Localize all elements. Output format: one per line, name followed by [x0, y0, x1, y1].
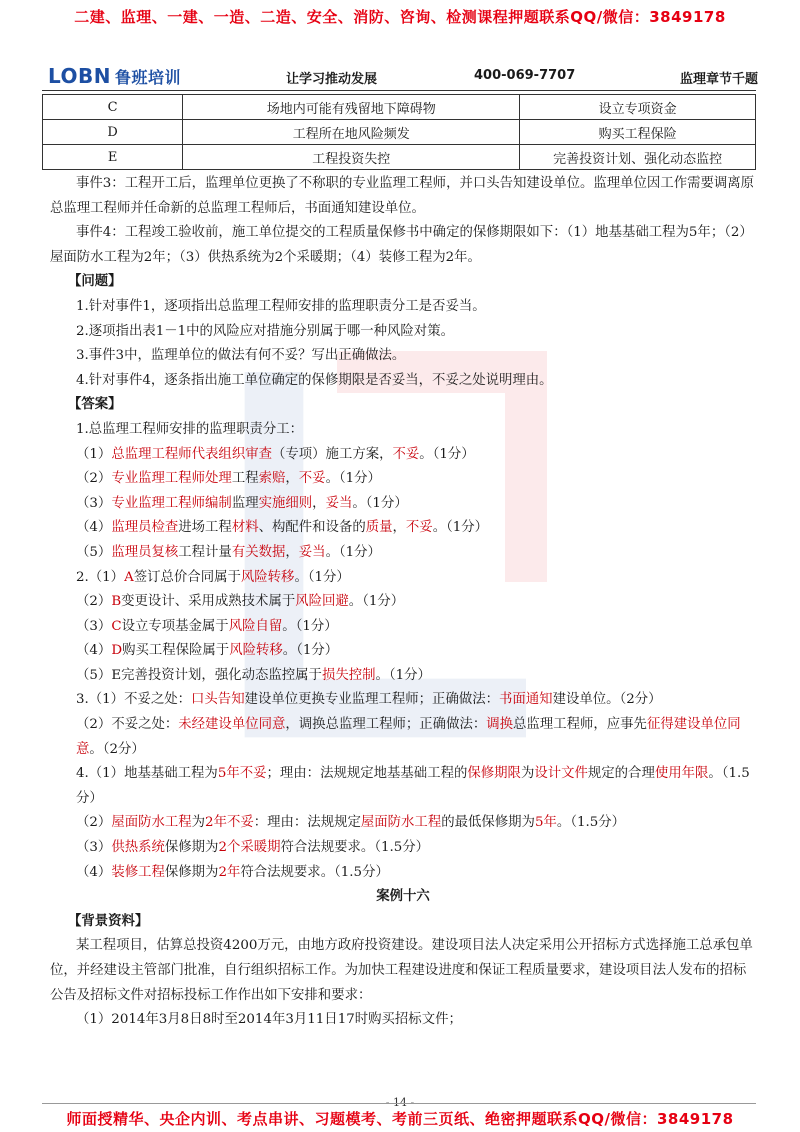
answer-text: 符合法规要求。（1.5分）	[280, 840, 430, 856]
key-term: A	[124, 569, 134, 585]
answer-text: ，	[312, 495, 326, 511]
brand-logo	[48, 64, 181, 88]
key-term: 风险转移	[240, 569, 295, 585]
page-number: - 14 -	[385, 1096, 415, 1109]
key-term: 使用年限	[654, 766, 709, 782]
key-term: B	[111, 594, 122, 610]
bottom-promo-banner: 师面授精华、央企内训、考点串讲、习题模考、考前三页纸、绝密押题联系QQ/微信：3849178	[66, 1110, 734, 1128]
key-term: 2年	[218, 864, 241, 880]
answer-item	[50, 443, 756, 468]
key-term: 质量	[365, 520, 393, 536]
table-row	[43, 95, 756, 120]
answer-item	[50, 762, 756, 811]
answer-text: 保修期为	[164, 840, 219, 856]
answer-text: 保修期为	[164, 864, 219, 880]
case-title: 案例十六	[376, 889, 430, 905]
answer-item	[50, 467, 756, 492]
key-term: 5年	[534, 815, 557, 831]
answer-text: 。（1分）	[432, 520, 489, 536]
header-tag: 监理章节千题	[679, 72, 758, 87]
item-number: （4）	[76, 520, 112, 536]
background-item: （1）2014年3月8日8时至2014年3月11日17时购买招标文件；	[76, 1012, 462, 1028]
table-cell-measure: 设立专项资金	[520, 95, 756, 120]
answer-text: 建设单位。（2分）	[552, 692, 662, 708]
question-item: 2.逐项指出表1－1中的风险应对措施分别属于哪一种风险对策。	[76, 323, 454, 339]
question-item: 1.针对事件1，逐项指出总监理工程师安排的监理职责分工是否妥当。	[76, 298, 486, 314]
questions-heading: 【问题】	[68, 274, 122, 290]
answer-item	[50, 590, 756, 615]
background-paragraph: 某工程项目，估算总投资4200万元，由地方政府投资建设。建设项目法人决定采用公开招标方式选择施工总承包单位，并经建设主管部门批准，自行组织招标工作。为加快工程建设进度和保证工程质量要求，建设项目法人发布的招标公告及招标文件对招标投标工作作出如下安排和要求：	[50, 938, 753, 1003]
answer-item	[50, 713, 756, 762]
header-phone: 400-069-7707	[474, 68, 576, 83]
key-term: 征得建设单位同意	[76, 717, 741, 757]
answers-heading: 【答案】	[68, 397, 122, 413]
key-term: 损失控制	[321, 667, 376, 683]
answer-item	[50, 811, 756, 836]
key-term: 监理员复核	[111, 544, 179, 560]
answer-text: 。（1分）	[282, 618, 338, 634]
answer-text: 。（1.5分）	[76, 766, 750, 806]
item-number: 4.（1）	[76, 766, 125, 782]
table-cell-measure: 购买工程保险	[520, 120, 756, 145]
key-term: 风险自留	[228, 618, 283, 634]
answer-1-intro: 1.总监理工程师安排的监理职责分工：	[76, 421, 304, 437]
table-row	[43, 120, 756, 145]
item-number: （2）	[76, 471, 112, 487]
item-number: （4）	[76, 643, 112, 659]
answer-text: ：理由：法规规定	[253, 815, 361, 831]
key-term: 调换	[486, 717, 514, 733]
key-term: 专业监理工程师编制	[111, 495, 232, 511]
answer-item	[50, 492, 756, 517]
answer-item	[50, 541, 756, 566]
header-slogan: 让学习推动发展	[286, 72, 378, 87]
key-term: 书面通知	[499, 692, 553, 708]
answer-text: 监理	[231, 495, 259, 511]
item-number: （3）	[76, 840, 112, 856]
footer-divider	[42, 1103, 756, 1104]
answer-text: ，	[285, 471, 299, 487]
key-term: 风险转移	[229, 643, 283, 659]
answer-item	[50, 664, 756, 689]
table-cell-risk: 场地内可能有残留地下障碍物	[183, 95, 520, 120]
answer-text: 设立专项基金属于	[121, 618, 229, 634]
answer-text: 建设单位更换专业监理工程师；正确做法：	[244, 692, 500, 708]
answer-item	[50, 566, 756, 591]
answer-text: 不妥之处：	[111, 717, 179, 733]
answer-text: 签订总价合同属于	[133, 569, 241, 585]
answer-text: ，	[285, 544, 299, 560]
answer-text: 不妥之处：	[124, 692, 192, 708]
answer-text: ；理由：法规规定地基基础工程的	[266, 766, 468, 782]
answer-text: 。（1.5分）	[556, 815, 626, 831]
key-term: 总监理工程师代表组织审查	[111, 446, 272, 462]
item-number: 2.（1）	[76, 569, 125, 585]
item-number: （2）	[76, 717, 112, 733]
answer-text: ，调换总监理工程师；正确做法：	[285, 717, 487, 733]
key-term: 监理员检查	[111, 520, 179, 536]
key-term: 屋面防水工程	[360, 815, 442, 831]
answer-item	[50, 516, 756, 541]
answer-item	[50, 688, 756, 713]
answer-text: 。（1分）	[325, 471, 381, 487]
item-number: （2）	[76, 815, 112, 831]
key-term: 不妥	[298, 471, 326, 487]
answer-text: 。（1分）	[282, 643, 339, 659]
item-number: （1）	[76, 446, 112, 462]
answer-text: 。（1分）	[325, 544, 381, 560]
answer-text: 总监理工程师，应事先	[513, 717, 647, 733]
key-term: 有关数据	[231, 544, 286, 560]
answer-text: 工程计量	[178, 544, 232, 560]
key-term: 不妥	[405, 520, 433, 536]
answer-text: 。（1分）	[352, 495, 408, 511]
key-term: 5年不妥	[217, 766, 267, 782]
table-row	[43, 145, 756, 170]
risk-table	[42, 94, 756, 170]
key-term: 2个采暖期	[218, 840, 281, 856]
answer-text: 变更设计、采用成熟技术属于	[121, 594, 296, 610]
page-header	[48, 62, 758, 90]
key-term: 口头告知	[191, 692, 245, 708]
logo-latin: LOBN	[48, 64, 112, 88]
key-term: 供热系统	[111, 840, 165, 856]
answer-text: 购买工程保险属于	[122, 643, 230, 659]
key-term: 设计文件	[534, 766, 588, 782]
answer-text: 。（2分）	[89, 741, 145, 757]
key-term: 妥当	[325, 495, 353, 511]
key-term: 风险回避	[295, 594, 349, 610]
answer-text: 的最低保修期为	[441, 815, 535, 831]
background-heading: 【背景资料】	[68, 913, 149, 929]
key-term: 屋面防水工程	[111, 815, 192, 831]
table-cell-letter: C	[43, 95, 183, 120]
answer-text: 符合法规要求。（1.5分）	[240, 864, 389, 880]
answer-text: ，	[392, 520, 406, 536]
key-term: 装修工程	[111, 864, 165, 880]
question-item: 3.事件3中，监理单位的做法有何不妥？写出正确做法。	[76, 348, 406, 364]
table-cell-letter: E	[43, 145, 183, 170]
answer-text: （专项）施工方案，	[272, 446, 393, 462]
key-term: 不妥	[392, 446, 420, 462]
key-term: 专业监理工程师处理	[111, 471, 232, 487]
table-cell-risk: 工程投资失控	[183, 145, 520, 170]
key-term: 保修期限	[467, 766, 521, 782]
answer-text: 进场工程	[178, 520, 232, 536]
table-cell-risk: 工程所在地风险频发	[183, 120, 520, 145]
answer-item	[50, 615, 756, 640]
item-number: （5）	[76, 544, 112, 560]
item-number: 3.（1）	[76, 692, 125, 708]
item-number: （3）	[76, 618, 112, 634]
key-term: D	[111, 643, 123, 659]
answer-text: 地基基础工程为	[124, 766, 218, 782]
key-term: 实施细则	[258, 495, 313, 511]
key-term: C	[111, 618, 122, 634]
answer-item	[50, 639, 756, 664]
table-cell-letter: D	[43, 120, 183, 145]
item-number: （2）	[76, 594, 112, 610]
answer-text: 。（1分）	[375, 667, 431, 683]
answer-text: 为	[191, 815, 206, 831]
document-body	[50, 172, 756, 1033]
answer-text: 工程	[231, 471, 259, 487]
item-number: （4）	[76, 864, 112, 880]
answer-text: 为	[520, 766, 535, 782]
item-number: （5）	[76, 667, 112, 683]
answer-text: 。（1分）	[348, 594, 405, 610]
answer-text: 、构配件和设备的	[258, 520, 366, 536]
logo-chinese: 鲁班培训	[115, 68, 182, 87]
question-item: 4.针对事件4，逐条指出施工单位确定的保修期限是否妥当，不妥之处说明理由。	[76, 372, 553, 388]
key-term: 2年不妥	[205, 815, 254, 831]
answer-item	[50, 861, 756, 886]
event-4: 事件4：工程竣工验收前，施工单位提交的工程质量保修书中确定的保修期限如下：（1）地基基础工程为5年；（2）屋面防水工程为2年；（3）供热系统为2个采暖期；（4）装修工程为2年。	[50, 225, 753, 265]
key-term: 材料	[231, 520, 259, 536]
table-cell-measure: 完善投资计划、强化动态监控	[520, 145, 756, 170]
answer-text: E完善投资计划，强化动态监控属于	[111, 667, 322, 683]
key-term: 索赔	[258, 471, 286, 487]
top-promo-banner: 二建、监理、一建、一造、二造、安全、消防、咨询、检测课程押题联系QQ/微信：3849178	[74, 8, 726, 26]
key-term: 未经建设单位同意	[178, 717, 286, 733]
header-divider	[42, 90, 756, 91]
item-number: （3）	[76, 495, 112, 511]
event-3: 事件3：工程开工后，监理单位更换了不称职的专业监理工程师，并口头告知建设单位。监理单位因工作需要调离原总监理工程师并任命新的总监理工程师后，书面通知建设单位。	[50, 176, 755, 216]
key-term: 妥当	[298, 544, 326, 560]
answer-text: 规定的合理	[587, 766, 655, 782]
answer-text: 。（1分）	[294, 569, 350, 585]
answer-item	[50, 836, 756, 861]
answer-text: 。（1分）	[419, 446, 475, 462]
